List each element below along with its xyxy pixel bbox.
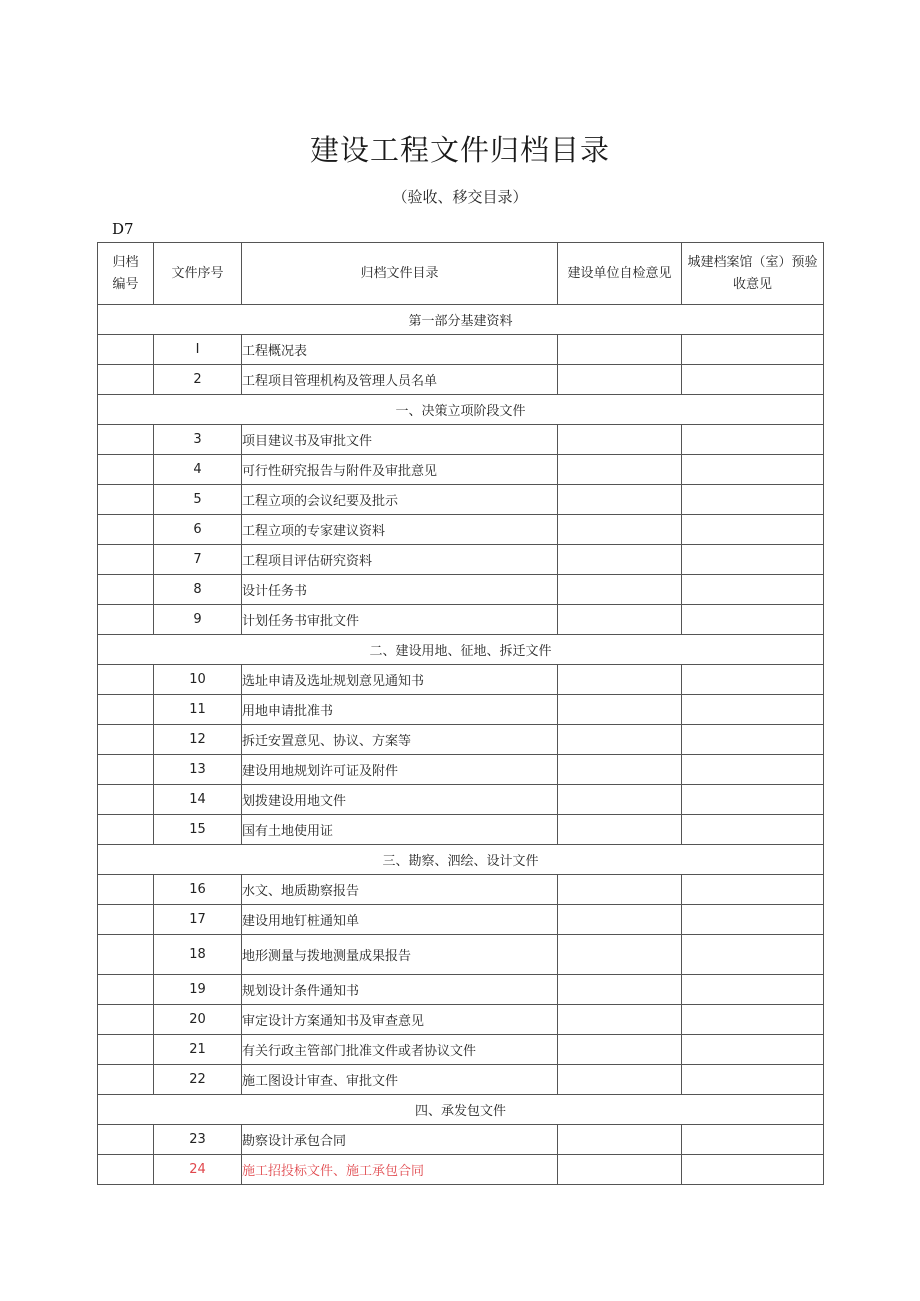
- table-row: [98, 1155, 824, 1185]
- document-subtitle: （验收、移交目录）: [392, 188, 528, 206]
- file-name-cell: 划拨建设用地文件: [242, 785, 558, 815]
- archive-opinion-cell: [682, 1125, 824, 1155]
- unit-opinion-cell: [558, 545, 682, 575]
- table-row: [98, 905, 824, 935]
- file-name-cell: 计划任务书审批文件: [242, 605, 558, 635]
- file-name-cell: 水文、地质勘察报告: [242, 875, 558, 905]
- file-name-cell: 选址申请及选址规划意见通知书: [242, 665, 558, 695]
- archive-no-cell: [98, 815, 154, 845]
- file-name-cell: 有关行政主管部门批准文件或者协议文件: [242, 1035, 558, 1065]
- file-seq-cell: 8: [154, 575, 242, 605]
- section-title: 一、决策立项阶段文件: [98, 395, 824, 425]
- header-archive-no-line2: 编号: [112, 276, 139, 292]
- file-seq-cell: 10: [154, 665, 242, 695]
- header-archive-opinion: 城建档案馆（室）预验收意见: [682, 243, 824, 305]
- archive-no-cell: [98, 455, 154, 485]
- file-seq-cell: 22: [154, 1065, 242, 1095]
- file-name-cell: 审定设计方案通知书及审查意见: [242, 1005, 558, 1035]
- table-row: [98, 755, 824, 785]
- unit-opinion-cell: [558, 335, 682, 365]
- file-seq-cell: 20: [154, 1005, 242, 1035]
- unit-opinion-cell: [558, 815, 682, 845]
- section-row: [98, 635, 824, 665]
- file-name-cell: 勘察设计承包合同: [242, 1125, 558, 1155]
- file-name-cell: 施工招投标文件、施工承包合同: [242, 1155, 558, 1185]
- archive-no-cell: [98, 905, 154, 935]
- archive-no-cell: [98, 975, 154, 1005]
- file-seq-cell: 6: [154, 515, 242, 545]
- archive-no-cell: [98, 1005, 154, 1035]
- archive-no-cell: [98, 785, 154, 815]
- file-name-cell: 建设用地规划许可证及附件: [242, 755, 558, 785]
- table-header-row: [98, 243, 824, 305]
- file-name-cell: 工程立项的专家建议资料: [242, 515, 558, 545]
- file-seq-cell: 5: [154, 485, 242, 515]
- table-row: [98, 1035, 824, 1065]
- unit-opinion-cell: [558, 875, 682, 905]
- archive-no-cell: [98, 605, 154, 635]
- archive-opinion-cell: [682, 575, 824, 605]
- archive-no-cell: [98, 515, 154, 545]
- section-title: 二、建设用地、征地、拆迁文件: [98, 635, 824, 665]
- file-seq-cell: 12: [154, 725, 242, 755]
- table-row: [98, 695, 824, 725]
- archive-no-cell: [98, 1125, 154, 1155]
- archive-opinion-cell: [682, 455, 824, 485]
- archive-directory-table: [97, 242, 824, 1185]
- archive-opinion-cell: [682, 695, 824, 725]
- file-name-cell: 工程项目管理机构及管理人员名单: [242, 365, 558, 395]
- archive-opinion-cell: [682, 485, 824, 515]
- section-row: [98, 305, 824, 335]
- header-file-seq: 文件序号: [154, 243, 242, 305]
- unit-opinion-cell: [558, 425, 682, 455]
- archive-opinion-cell: [682, 1065, 824, 1095]
- unit-opinion-cell: [558, 605, 682, 635]
- archive-opinion-cell: [682, 875, 824, 905]
- file-seq-cell: 2: [154, 365, 242, 395]
- unit-opinion-cell: [558, 785, 682, 815]
- archive-no-cell: [98, 425, 154, 455]
- archive-opinion-cell: [682, 665, 824, 695]
- table-row: [98, 875, 824, 905]
- archive-opinion-cell: [682, 785, 824, 815]
- table-row: [98, 335, 824, 365]
- archive-no-cell: [98, 1155, 154, 1185]
- section-title: 第一部分基建资料: [98, 305, 824, 335]
- archive-opinion-cell: [682, 515, 824, 545]
- unit-opinion-cell: [558, 365, 682, 395]
- section-row: [98, 845, 824, 875]
- file-seq-cell: 17: [154, 905, 242, 935]
- archive-opinion-cell: [682, 1005, 824, 1035]
- archive-opinion-cell: [682, 725, 824, 755]
- header-archive-no-line1: 归档: [112, 254, 139, 270]
- file-seq-cell: 13: [154, 755, 242, 785]
- table-row: [98, 575, 824, 605]
- file-seq-cell: 24: [154, 1155, 242, 1185]
- table-row: [98, 425, 824, 455]
- file-seq-cell: I: [154, 335, 242, 365]
- file-name-cell: 拆迁安置意见、协议、方案等: [242, 725, 558, 755]
- unit-opinion-cell: [558, 1125, 682, 1155]
- archive-no-cell: [98, 665, 154, 695]
- file-name-cell: 建设用地钉桩通知单: [242, 905, 558, 935]
- file-seq-cell: 11: [154, 695, 242, 725]
- archive-opinion-cell: [682, 335, 824, 365]
- archive-no-cell: [98, 365, 154, 395]
- file-name-cell: 设计任务书: [242, 575, 558, 605]
- unit-opinion-cell: [558, 575, 682, 605]
- table-row: [98, 545, 824, 575]
- archive-opinion-cell: [682, 935, 824, 975]
- table-row: [98, 1005, 824, 1035]
- table-row: [98, 665, 824, 695]
- file-name-cell: 国有土地使用证: [242, 815, 558, 845]
- archive-opinion-cell: [682, 605, 824, 635]
- file-name-cell: 规划设计条件通知书: [242, 975, 558, 1005]
- archive-no-cell: [98, 575, 154, 605]
- unit-opinion-cell: [558, 755, 682, 785]
- file-name-cell: 工程立项的会议纪要及批示: [242, 485, 558, 515]
- archive-opinion-cell: [682, 545, 824, 575]
- archive-no-cell: [98, 545, 154, 575]
- archive-opinion-cell: [682, 365, 824, 395]
- section-title: 三、勘察、泗绘、设计文件: [98, 845, 824, 875]
- archive-opinion-cell: [682, 905, 824, 935]
- table-row: [98, 815, 824, 845]
- file-name-cell: 项目建议书及审批文件: [242, 425, 558, 455]
- archive-opinion-cell: [682, 1035, 824, 1065]
- archive-no-cell: [98, 485, 154, 515]
- archive-no-cell: [98, 695, 154, 725]
- file-name-cell: 工程概况表: [242, 335, 558, 365]
- table-row: [98, 1125, 824, 1155]
- archive-no-cell: [98, 335, 154, 365]
- section-row: [98, 1095, 824, 1125]
- file-name-cell: 地形测量与拨地测量成果报告: [242, 935, 558, 975]
- file-name-cell: 施工图设计审查、审批文件: [242, 1065, 558, 1095]
- header-unit-opinion: 建设单位自检意见: [558, 243, 682, 305]
- archive-opinion-cell: [682, 975, 824, 1005]
- archive-no-cell: [98, 875, 154, 905]
- document-title: 建设工程文件归档目录: [309, 133, 610, 167]
- file-seq-cell: 23: [154, 1125, 242, 1155]
- file-seq-cell: 14: [154, 785, 242, 815]
- file-seq-cell: 9: [154, 605, 242, 635]
- table-row: [98, 935, 824, 975]
- table-row: [98, 1065, 824, 1095]
- file-seq-cell: 21: [154, 1035, 242, 1065]
- table-row: [98, 455, 824, 485]
- file-seq-cell: 18: [154, 935, 242, 975]
- document-code: D7: [112, 220, 134, 238]
- file-name-cell: 用地申请批准书: [242, 695, 558, 725]
- file-name-cell: 可行性研究报告与附件及审批意见: [242, 455, 558, 485]
- unit-opinion-cell: [558, 975, 682, 1005]
- header-archive-no: [98, 243, 154, 305]
- section-row: [98, 395, 824, 425]
- unit-opinion-cell: [558, 1065, 682, 1095]
- archive-no-cell: [98, 725, 154, 755]
- unit-opinion-cell: [558, 1155, 682, 1185]
- file-seq-cell: 3: [154, 425, 242, 455]
- table-row: [98, 785, 824, 815]
- unit-opinion-cell: [558, 905, 682, 935]
- archive-no-cell: [98, 755, 154, 785]
- archive-no-cell: [98, 1035, 154, 1065]
- unit-opinion-cell: [558, 665, 682, 695]
- unit-opinion-cell: [558, 455, 682, 485]
- unit-opinion-cell: [558, 515, 682, 545]
- unit-opinion-cell: [558, 1035, 682, 1065]
- section-title: 四、承发包文件: [98, 1095, 824, 1125]
- table-row: [98, 365, 824, 395]
- unit-opinion-cell: [558, 695, 682, 725]
- table-row: [98, 725, 824, 755]
- file-seq-cell: 7: [154, 545, 242, 575]
- table-row: [98, 975, 824, 1005]
- archive-opinion-cell: [682, 815, 824, 845]
- file-seq-cell: 4: [154, 455, 242, 485]
- unit-opinion-cell: [558, 725, 682, 755]
- archive-no-cell: [98, 1065, 154, 1095]
- unit-opinion-cell: [558, 935, 682, 975]
- archive-opinion-cell: [682, 755, 824, 785]
- unit-opinion-cell: [558, 1005, 682, 1035]
- table-row: [98, 605, 824, 635]
- table-row: [98, 485, 824, 515]
- archive-opinion-cell: [682, 1155, 824, 1185]
- file-seq-cell: 15: [154, 815, 242, 845]
- archive-opinion-cell: [682, 425, 824, 455]
- archive-no-cell: [98, 935, 154, 975]
- table-row: [98, 515, 824, 545]
- file-seq-cell: 16: [154, 875, 242, 905]
- file-name-cell: 工程项目评估研究资料: [242, 545, 558, 575]
- header-file-dir: 归档文件目录: [242, 243, 558, 305]
- unit-opinion-cell: [558, 485, 682, 515]
- file-seq-cell: 19: [154, 975, 242, 1005]
